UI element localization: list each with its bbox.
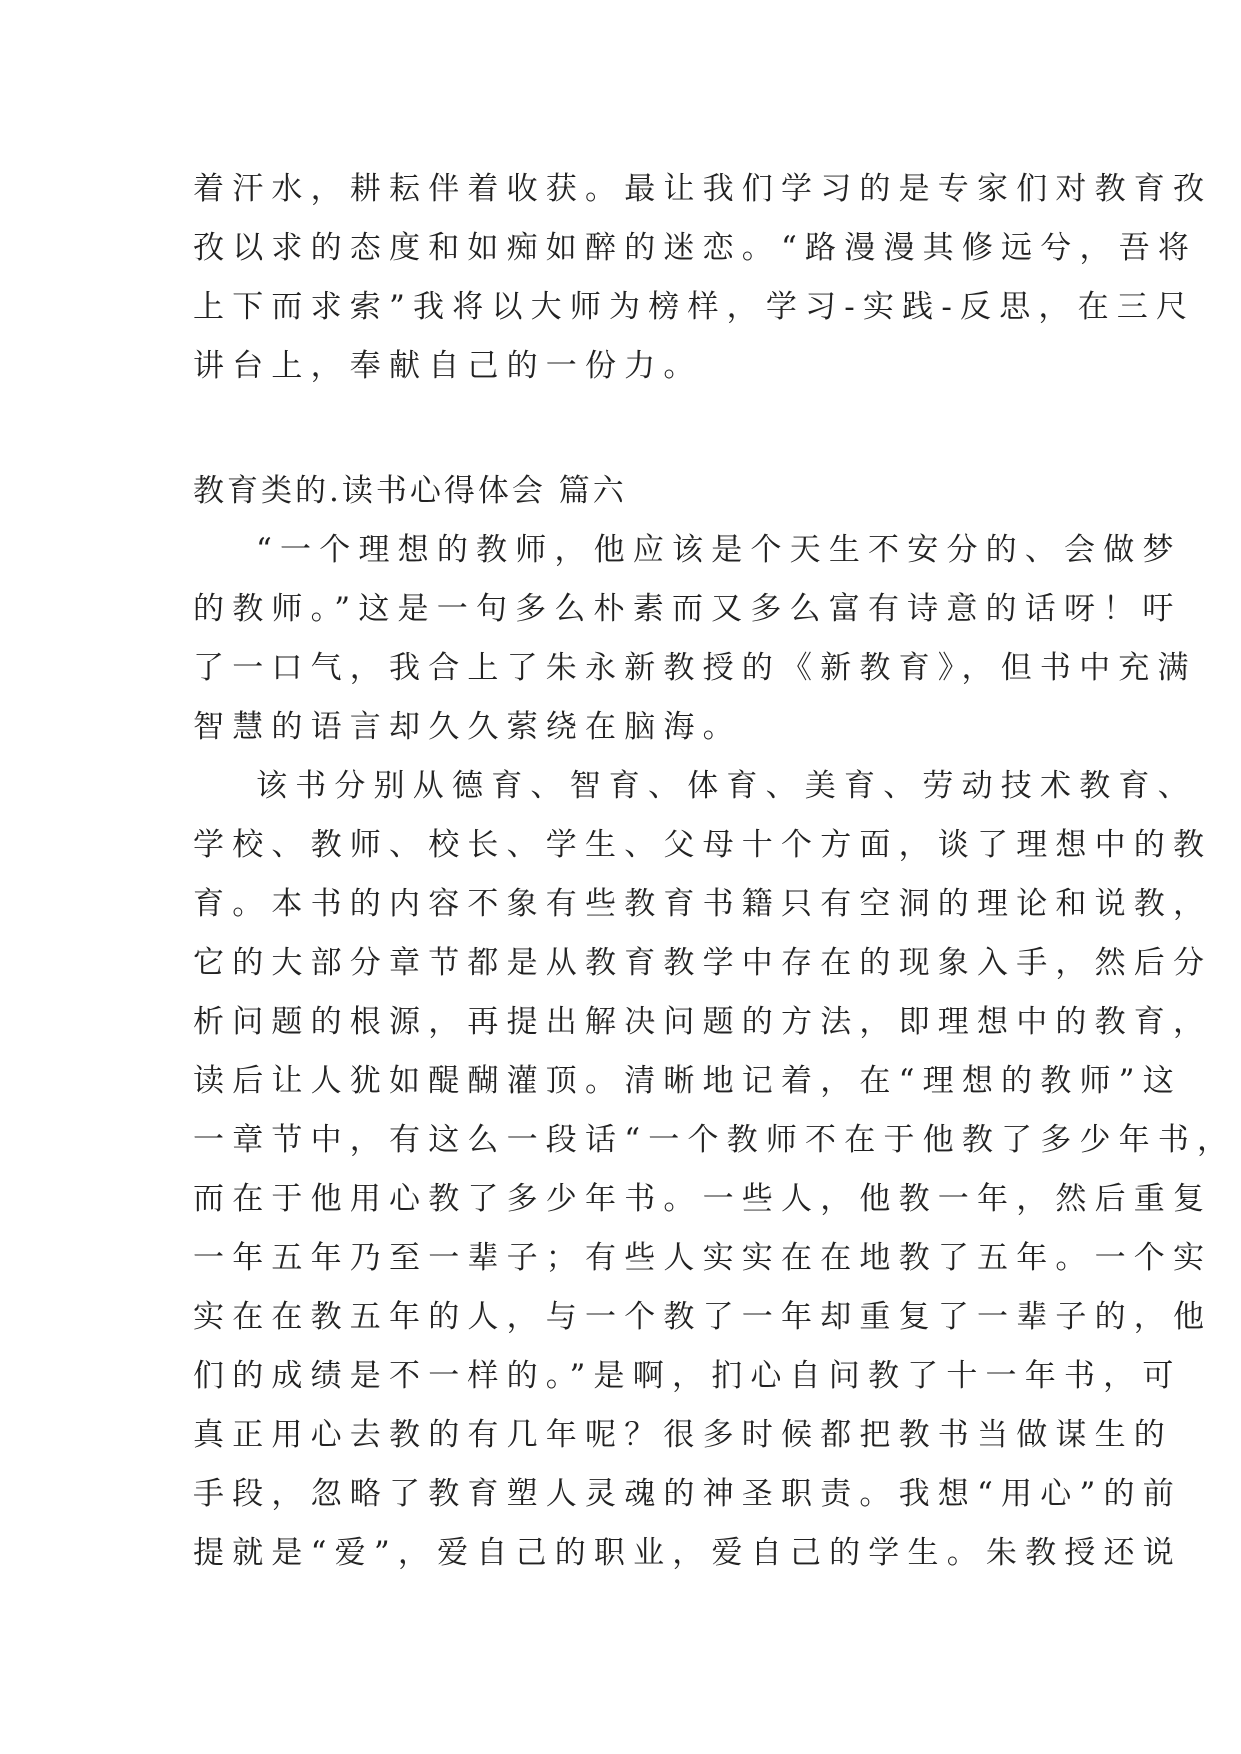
text-line: 一章节中，有这么一段话“一个教师不在于他教了多少年书，: [193, 1122, 1237, 1158]
section-spacer: [193, 396, 1053, 462]
text-line: 它的大部分章节都是从教育教学中存在的现象入手，然后分: [193, 945, 1213, 981]
text-line: 手段，忽略了教育塑人灵魂的神圣职责。我想“用心”的前: [193, 1476, 1182, 1512]
intro-paragraph: [193, 160, 1213, 396]
paragraph-2: [193, 757, 1237, 1583]
text-line: 孜以求的态度和如痴如醉的迷恋。“路漫漫其修远兮，吾将: [193, 230, 1198, 266]
text-line: 智慧的语言却久久萦绕在脑海。: [193, 709, 742, 745]
text-line: 读后让人犹如醍醐灌顶。清晰地记着，在“理想的教师”这: [193, 1063, 1182, 1099]
text-line: “一个理想的教师，他应该是个天生不安分的、会做梦: [256, 532, 1182, 568]
text-line: 真正用心去教的有几年呢？很多时候都把教书当做谋生的: [193, 1417, 1173, 1453]
paragraph-1: [193, 521, 1197, 757]
text-line: 析问题的根源，再提出解决问题的方法，即理想中的教育，: [193, 1004, 1213, 1040]
text-line: 该书分别从德育、智育、体育、美育、劳动技术教育、: [256, 768, 1197, 804]
text-line: 了一口气，我合上了朱永新教授的《新教育》，但书中充满: [193, 650, 1197, 686]
text-line: 提就是“爱”，爱自己的职业，爱自己的学生。朱教授还说: [193, 1535, 1182, 1571]
text-line: 的教师。”这是一句多么朴素而又多么富有诗意的话呀！吁: [193, 591, 1182, 627]
text-line: 着汗水，耕耘伴着收获。最让我们学习的是专家们对教育孜: [193, 171, 1213, 207]
text-line: 上下而求索”我将以大师为榜样，学习-实践-反思，在三尺: [193, 289, 1196, 325]
text-line: 实在在教五年的人，与一个教了一年却重复了一辈子的，他: [193, 1299, 1213, 1335]
text-line: 而在于他用心教了多少年书。一些人，他教一年，然后重复: [193, 1181, 1213, 1217]
text-line: 们的成绩是不一样的。”是啊，扪心自问教了十一年书，可: [193, 1358, 1182, 1394]
text-line: 讲台上，奉献自己的一份力。: [193, 348, 703, 384]
document-body: [193, 160, 1237, 1583]
text-line: 育。本书的内容不象有些教育书籍只有空洞的理论和说教，: [193, 886, 1213, 922]
text-line: 一年五年乃至一辈子；有些人实实在在地教了五年。一个实: [193, 1240, 1213, 1276]
section-title: 教育类的.读书心得体会 篇六: [193, 473, 627, 509]
text-line: 学校、教师、校长、学生、父母十个方面，谈了理想中的教: [193, 827, 1213, 863]
